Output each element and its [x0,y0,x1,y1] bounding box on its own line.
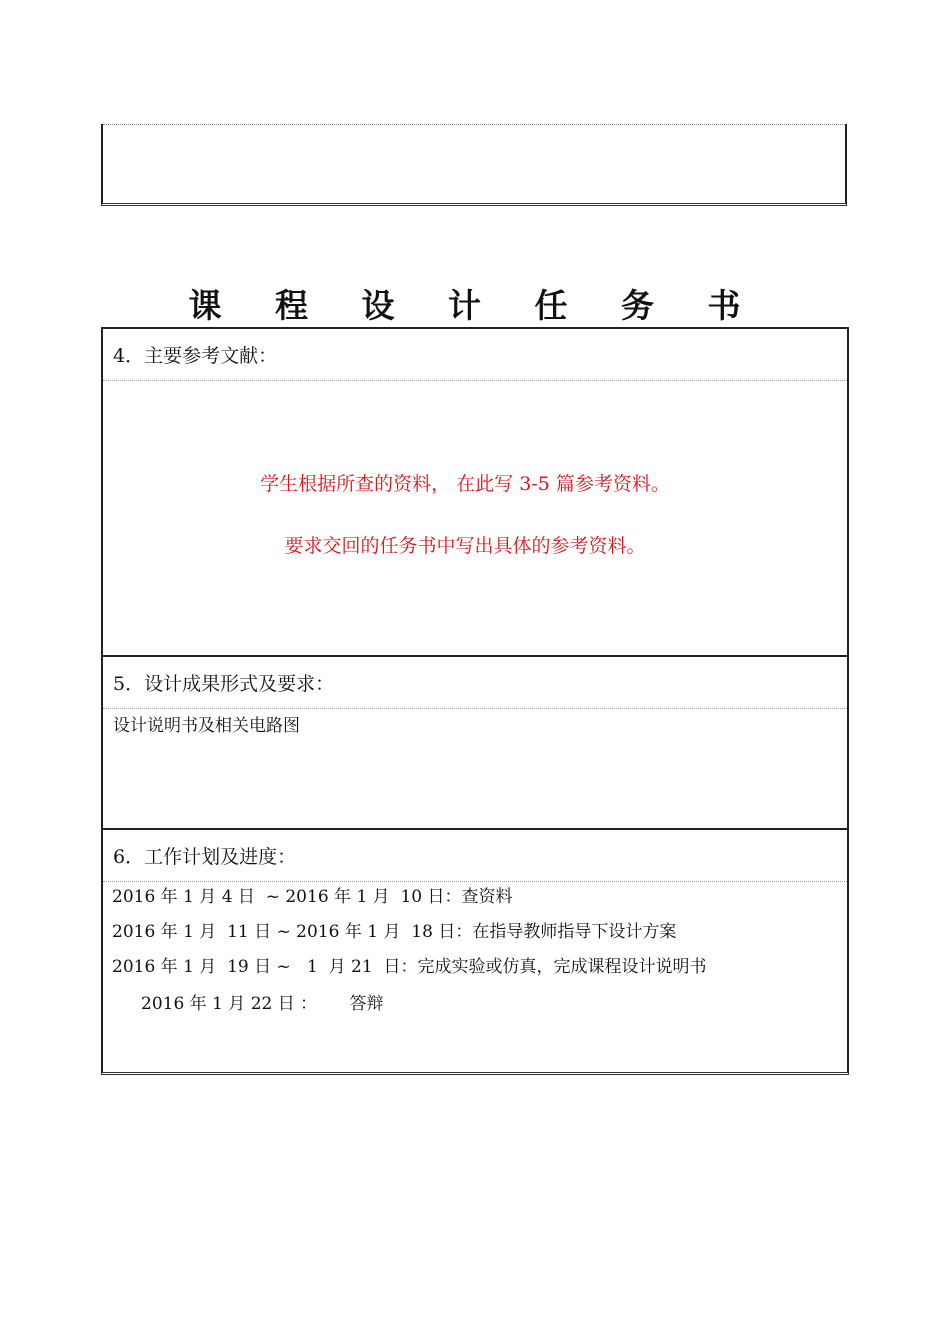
deliverables-content: 设计说明书及相关电路图 [113,716,300,736]
deliverables-section [101,655,849,830]
schedule-item: 2016 年 1 月 22 日 ： 答辩 [141,994,384,1014]
schedule-heading: 6．工作计划及进度： [103,830,847,882]
page-title: 课 程 设 计 任 务 书 [188,286,762,325]
references-note-line-2: 要求交回的任务书中写出具体的参考资料。 [284,535,646,557]
schedule-item: 2016 年 1 月 19 日 ~ 1 月 21 日：完成实验或仿真，完成课程设计说明书 [112,957,707,977]
references-heading: 4．主要参考文献： [103,329,847,381]
schedule-item: 2016 年 1 月 4 日 ~ 2016 年 1 月 10 日：查资料 [112,887,513,907]
references-note-line-1: 学生根据所查的资料， 在此写 3-5 篇参考资料。 [260,473,670,495]
deliverables-heading: 5．设计成果形式及要求： [103,657,847,709]
dotted-divider [103,124,845,125]
schedule-item: 2016 年 1 月 11 日 ~ 2016 年 1 月 18 日：在指导教师指导下设计方案 [112,922,677,942]
references-section [101,327,849,657]
schedule-section [101,828,849,1075]
previous-section-box [101,124,847,206]
